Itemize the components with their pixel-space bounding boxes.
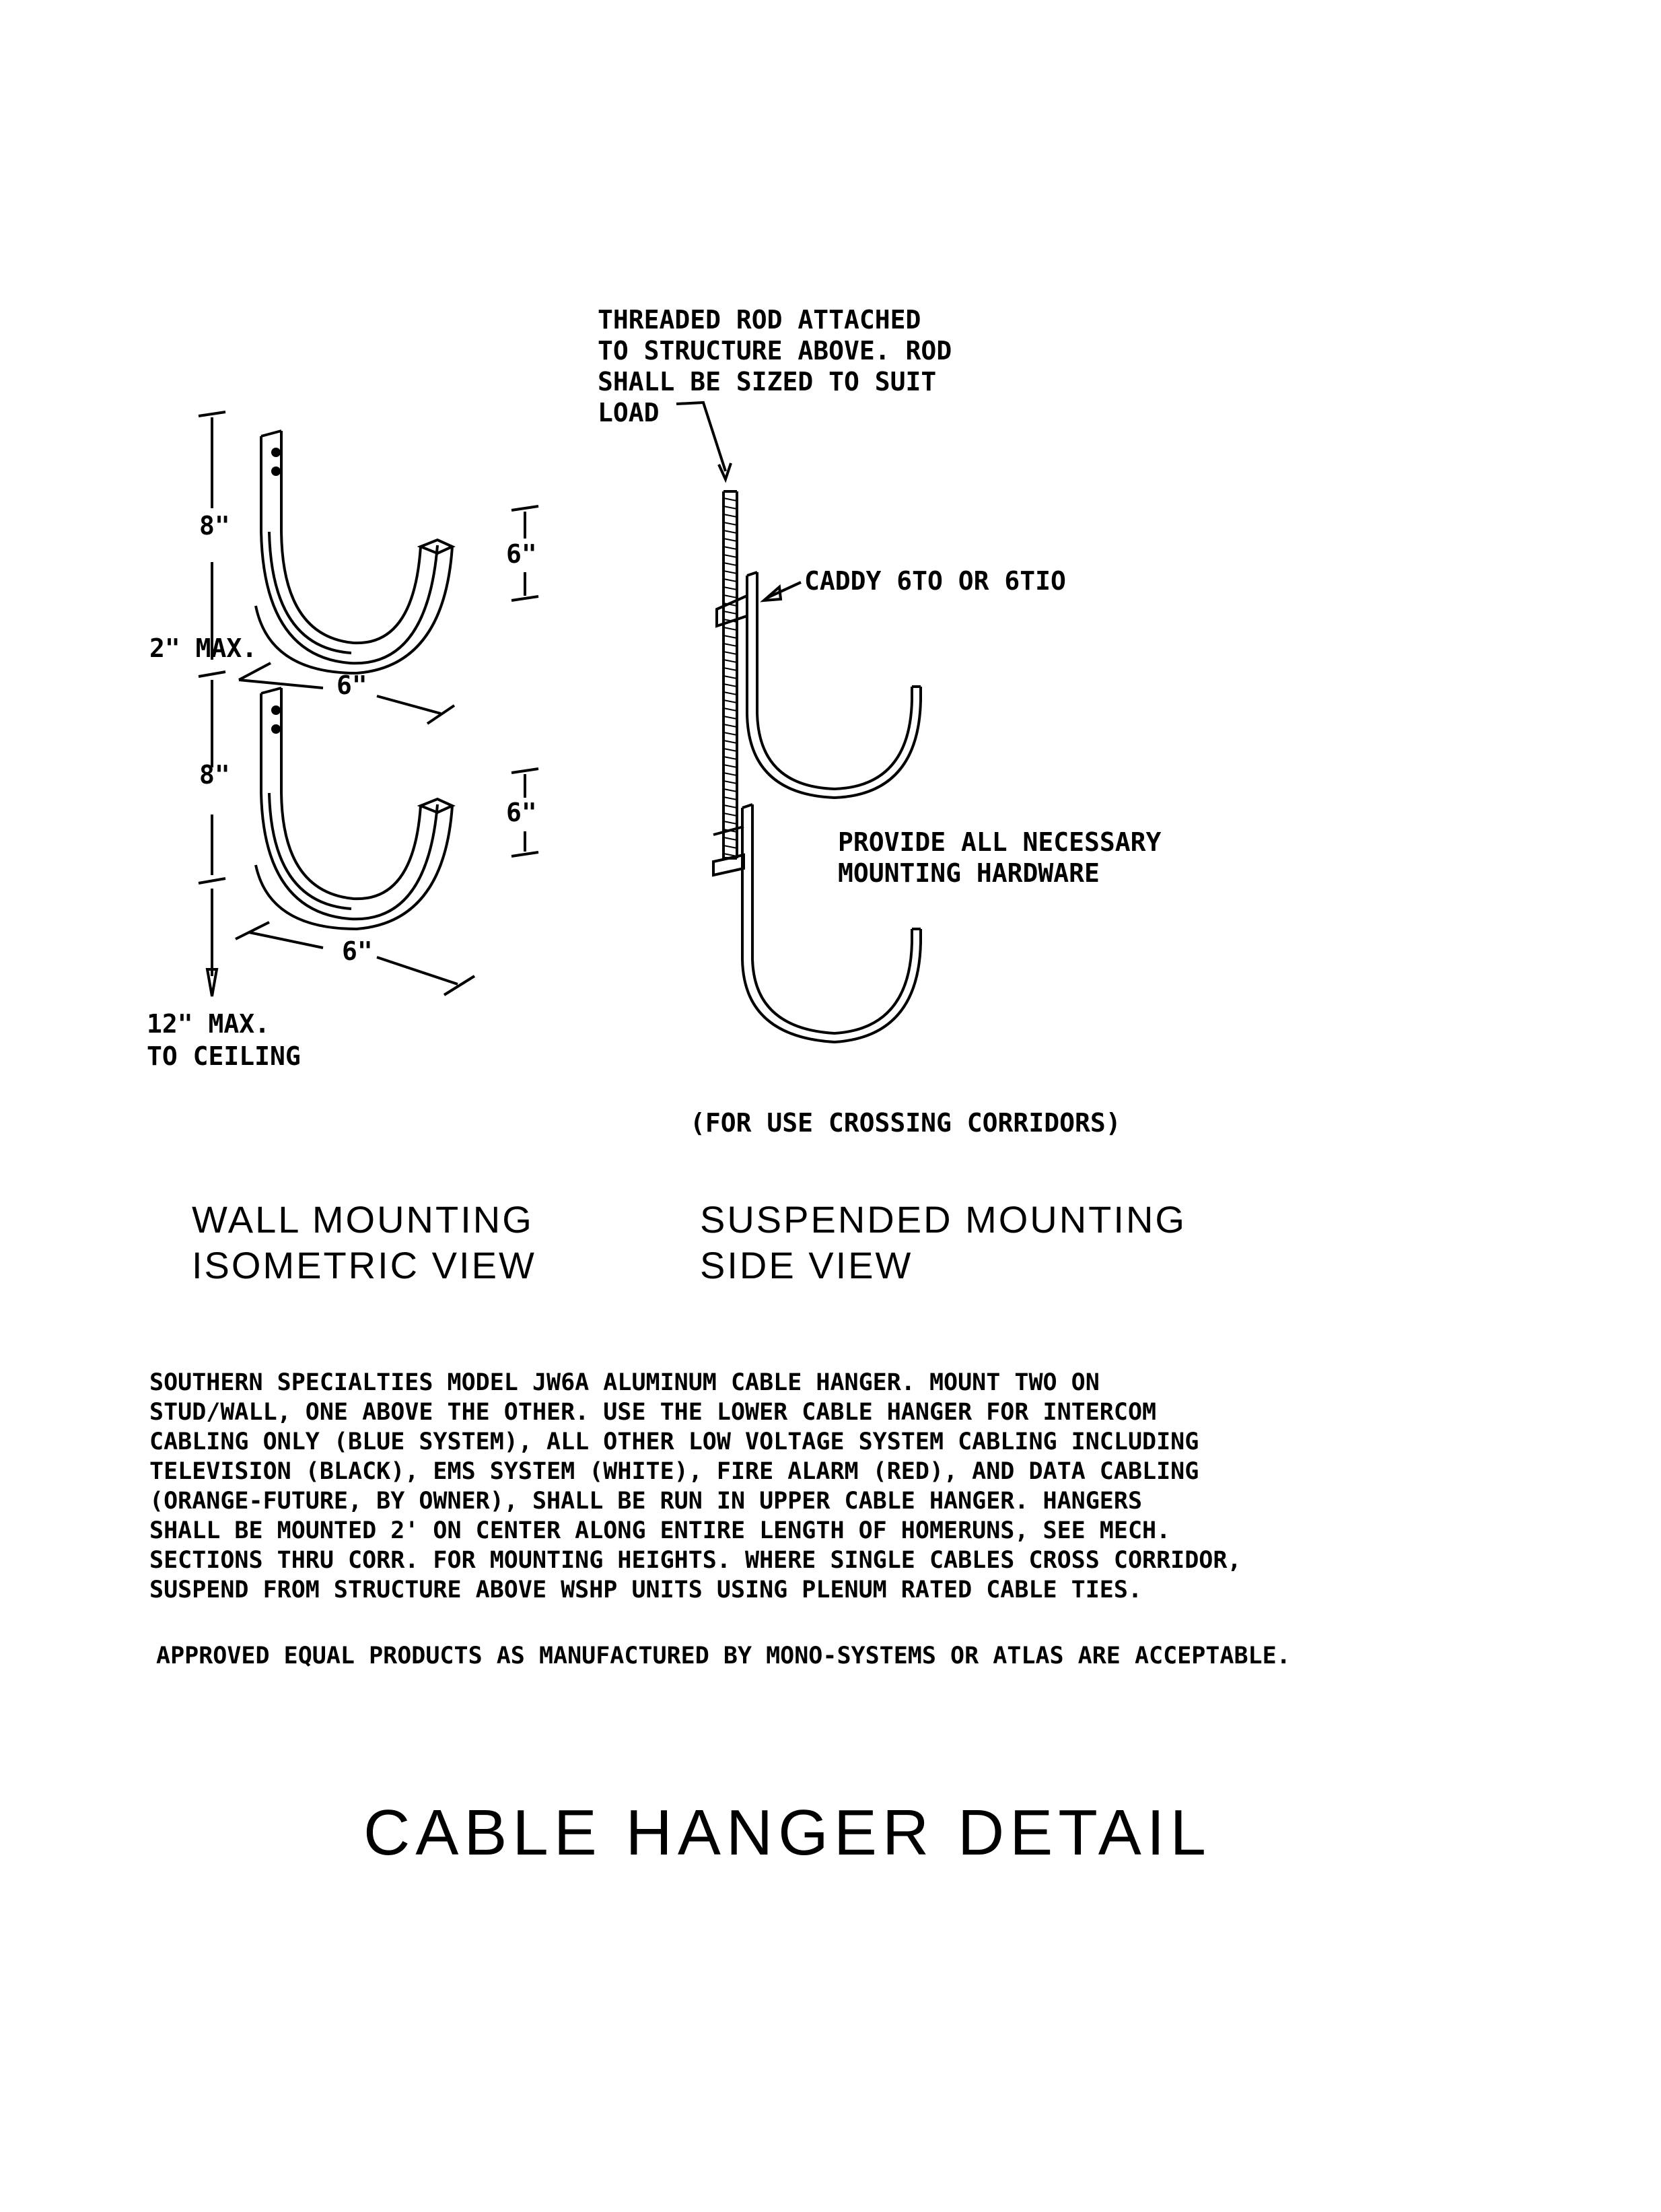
wall-dimensions [199, 412, 538, 996]
rod-thread-tick [723, 789, 737, 792]
spec-note-line: SHALL BE MOUNTED 2' ON CENTER ALONG ENTIRE LENGTH OF HOMERUNS, SEE MECH. [149, 1517, 1171, 1544]
rod-thread-tick [723, 498, 737, 501]
rod-thread-tick [723, 555, 737, 557]
hardware-note-line1: PROVIDE ALL NECESSARY [838, 827, 1162, 857]
spec-note-line: SECTIONS THRU CORR. FOR MOUNTING HEIGHTS. WHERE SINGLE CABLES CROSS CORRIDOR, [149, 1547, 1242, 1574]
rod-thread-tick [723, 514, 737, 517]
wall-upper-hanger [256, 431, 452, 673]
caddy-note: CADDY 6TO OR 6TIO [804, 566, 1066, 596]
rod-thread-tick [723, 797, 737, 800]
spec-note-line: CABLING ONLY (BLUE SYSTEM), ALL OTHER LOW VOLTAGE SYSTEM CABLING INCLUDING [149, 1428, 1199, 1455]
rod-thread-tick [723, 660, 737, 662]
wall-dim-6-upper-height: 6" [506, 539, 537, 569]
wall-dim-8-lower: 8" [199, 760, 230, 790]
rod-thread-tick [723, 522, 737, 525]
spec-note-line: STUD/WALL, ONE ABOVE THE OTHER. USE THE LOWER CABLE HANGER FOR INTERCOM [149, 1399, 1157, 1426]
rod-thread-tick [723, 563, 737, 565]
rod-thread-tick [723, 595, 737, 598]
rod-thread-tick [723, 644, 737, 646]
spec-note [149, 1368, 1242, 1605]
main-title: CABLE HANGER DETAIL [363, 1797, 1211, 1869]
suspended-upper-hanger [747, 572, 921, 798]
rod-thread-tick [723, 805, 737, 808]
rod-thread-tick [723, 611, 737, 614]
rod-thread-tick [723, 773, 737, 775]
rod-thread-tick [723, 668, 737, 670]
spec-note-line: SOUTHERN SPECIALTIES MODEL JW6A ALUMINUM CABLE HANGER. MOUNT TWO ON [149, 1369, 1100, 1396]
rod-thread-tick [723, 757, 737, 759]
rod-note-line4: LOAD [598, 398, 660, 427]
rod-thread-tick [723, 692, 737, 695]
rod-thread-tick [723, 700, 737, 703]
suspended-view-title-line2: SIDE VIEW [700, 1244, 913, 1286]
rod-thread-tick [723, 506, 737, 509]
rod-note-line2: TO STRUCTURE ABOVE. ROD [598, 336, 952, 366]
rod-thread-tick [723, 740, 737, 743]
rod-thread-tick [723, 547, 737, 549]
approved-note-text: APPROVED EQUAL PRODUCTS AS MANUFACTURED BY MONO-SYSTEMS OR ATLAS ARE ACCEPTABLE. [156, 1643, 1291, 1669]
rod-thread-tick [723, 845, 737, 848]
rod-thread-tick [723, 813, 737, 816]
rod-note-line3: SHALL BE SIZED TO SUIT [598, 367, 937, 396]
wall-view-title-line2: ISOMETRIC VIEW [192, 1244, 536, 1286]
rod-thread-tick [723, 652, 737, 654]
rod-thread-tick [723, 724, 737, 727]
wall-dim-6-upper-width: 6" [337, 670, 367, 700]
rod-thread-tick [723, 539, 737, 541]
rod-thread-tick [723, 579, 737, 582]
approved-note [156, 1641, 1291, 1671]
wall-view-title-line1: WALL MOUNTING [192, 1198, 534, 1241]
leader-lines [676, 403, 801, 600]
rod-thread-tick [723, 749, 737, 751]
wall-dim-8-upper: 8" [199, 511, 230, 541]
rod-thread-tick [723, 716, 737, 719]
rod-thread-tick [723, 635, 737, 638]
rod-thread-tick [723, 837, 737, 840]
rod-thread-tick [723, 821, 737, 824]
spec-note-line: SUSPEND FROM STRUCTURE ABOVE WSHP UNITS USING PLENUM RATED CABLE TIES. [149, 1577, 1143, 1603]
wall-dim-12-max: 12" MAX. [147, 1009, 271, 1039]
spec-note-line: TELEVISION (BLACK), EMS SYSTEM (WHITE), FIRE ALARM (RED), AND DATA CABLING [149, 1458, 1199, 1485]
rod-thread-tick [723, 684, 737, 687]
wall-dim-6-lower-width: 6" [342, 936, 373, 966]
rod-thread-tick [723, 587, 737, 590]
rod-threads [723, 498, 737, 856]
rod-thread-tick [723, 627, 737, 630]
rod-thread-tick [723, 571, 737, 574]
rod-thread-tick [723, 781, 737, 784]
rod-thread-tick [723, 530, 737, 533]
crossing-note: (FOR USE CROSSING CORRIDORS) [690, 1108, 1121, 1138]
suspended-view-title-line1: SUSPENDED MOUNTING [700, 1198, 1187, 1241]
rod-thread-tick [723, 765, 737, 767]
wall-lower-hanger [256, 688, 452, 929]
rod-thread-tick [723, 708, 737, 711]
rod-note-line1: THREADED ROD ATTACHED [598, 305, 921, 335]
wall-dim-2-max: 2" MAX. [149, 633, 258, 663]
rod-thread-tick [723, 732, 737, 735]
hardware-note-line2: MOUNTING HARDWARE [838, 858, 1100, 888]
wall-dim-6-lower-height: 6" [506, 798, 537, 827]
spec-note-line: (ORANGE-FUTURE, BY OWNER), SHALL BE RUN IN UPPER CABLE HANGER. HANGERS [149, 1488, 1143, 1515]
wall-dim-to-ceiling: TO CEILING [147, 1041, 301, 1071]
rod-thread-tick [723, 676, 737, 679]
